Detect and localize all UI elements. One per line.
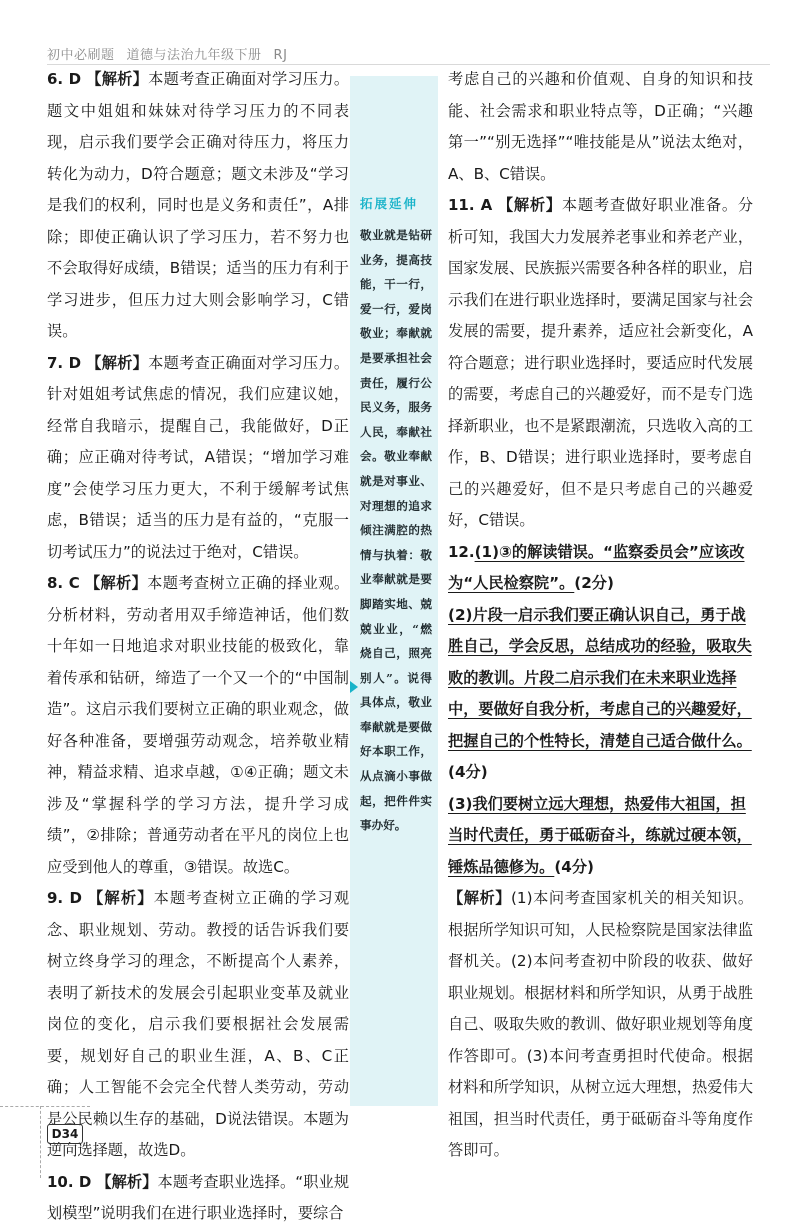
header-series: 初中必刷题 [47, 48, 115, 63]
question-12-part1: 12.(1)③的解读错误。“监察委员会”应该改为“人民检察院”。(2分) [448, 542, 745, 592]
question-7: 7. D 【解析】本题考查正确面对学习压力。针对姐姐考试焦虑的情况，我们应建议她，经常自我暗示，提醒自己，我能做好，D正确；应正确对待考试，A错误；“增加学习难度”会使学习压力更大，不利于缓解考试焦虑，B错误；适当的压力是有益的，“克服一切考试压力”的说法过于绝对，C错误。 [47, 353, 350, 561]
question-10: 10. D 【解析】本题考查职业选择。“职业规划模型”说明我们在进行职业选择时，要综合 [47, 1172, 350, 1222]
left-column [47, 64, 349, 1230]
sidebar-title: 拓展延伸 [360, 196, 419, 211]
page-header [0, 0, 800, 63]
header-subject: 道德与法治九年级下册 [126, 48, 262, 63]
question-12-part2: (2)片段一启示我们要正确认识自己，勇于战胜自己，学会反思，总结成功的经验，吸取失败的教训。片段二启示我们在未来职业选择中，要做好自我分析，考虑自己的兴趣爱好，把握自己的个性特长，清楚自己适合做什么。(4分) [448, 605, 752, 781]
page-number: D34 [47, 1124, 83, 1144]
running-header [47, 44, 299, 63]
corner-guide-h [0, 1106, 90, 1107]
question-6: 6. D 【解析】本题考查正确面对学习压力。题文中姐姐和妹妹对待学习压力的不同表现，启示我们要学会正确对待压力，将压力转化为动力，D符合题意；题文未涉及“学习是我们的权利，同时也是义务和责任”，A排除；即使正确认识了学习压力，若不努力也不会取得好成绩，B错误；适当的压力有利于学习进步，但压力过大则会影响学习，C错误。 [47, 70, 350, 340]
question-9: 9. D 【解析】本题考查树立正确的学习观念、职业规划、劳动。教授的话告诉我们要树立终身学习的理念，不断提高个人素养，表明了新技术的发展会引起职业变革及就业岗位的变化，启示我们要根据社会发展需要，规划好自己的职业生涯，A、B、C正确；人工智能不会完全代替人类劳动，劳动是公民赖以生存的基础，D说法错误。本题为逆向选择题，故选D。 [47, 889, 350, 1159]
question-11: 11. A 【解析】本题考查做好职业准备。分析可知，我国大力发展养老事业和养老产业，国家发展、民族振兴需要各种各样的职业，启示我们在进行职业选择时，要满足国家与社会发展的需要，提升素养，适应社会新变化，A符合题意；进行职业选择时，要适应时代发展的需要，考虑自己的兴趣爱好，而不是专门选择新职业，也不是紧跟潮流，只选收入高的工作，B、D错误；进行职业选择时，要考虑自己的兴趣爱好，但不是只考虑自己的兴趣爱好，C错误。 [448, 196, 754, 529]
question-10-continued: 考虑自己的兴趣和价值观、自身的知识和技能、社会需求和职业特点等，D正确；“兴趣第一”“别无选择”“唯技能是从”说法太绝对，A、B、C错误。 [448, 70, 753, 183]
header-edition: RJ [273, 48, 288, 63]
question-12-analysis: 【解析】(1)本问考查国家机关的相关知识。根据所学知识可知，人民检察院是国家法律监督机关。(2)本问考查初中阶段的收获、做好职业规划。根据材料和所学知识，从勇于战胜自己、吸取失败的教训、做好职业规划等角度作答即可。(3)本问考查勇担时代使命。根据材料和所学知识，从树立远大理想，热爱伟大祖国，担当时代责任，勇于砥砺奋斗等角度作答即可。 [448, 889, 754, 1159]
sidebar-body: 敬业就是钻研业务，提高技能，干一行，爱一行，爱岗敬业；奉献就是要承担社会责任，履行公民义务，服务人民，奉献社会。敬业奉献就是对事业、对理想的追求倾注满腔的热情与执着：敬业奉献就是要脚踏实地、兢兢业业，“燃烧自己，照亮别人”。说得具体点，敬业奉献就是要做好本职工作，从点滴小事做起，把件件实事办好。 [360, 228, 432, 833]
sidebar-pointer-icon [350, 681, 358, 693]
right-column [448, 64, 753, 1167]
corner-guide-v [40, 1106, 41, 1178]
question-8: 8. C 【解析】本题考查树立正确的择业观。分析材料，劳动者用双手缔造神话，他们数十年如一日地追求对职业技能的极致化，靠着传承和钻研，缔造了一个又一个的“中国制造”。这启示我们要树立正确的职业观念，做好各种准备，要增强劳动观念，培养敬业精神，精益求精、追求卓越，①④正确；题文未涉及“掌握科学的学习方法，提升学习成绩”，②排除；普通劳动者在平凡的岗位上也应受到他人的尊重，③错误。故选C。 [47, 574, 349, 876]
question-12-part3: (3)我们要树立远大理想，热爱伟大祖国，担当时代责任，勇于砥砺奋斗，练就过硬本领，锤炼品德修为。(4分) [448, 794, 752, 876]
extension-sidebar [350, 76, 438, 1106]
